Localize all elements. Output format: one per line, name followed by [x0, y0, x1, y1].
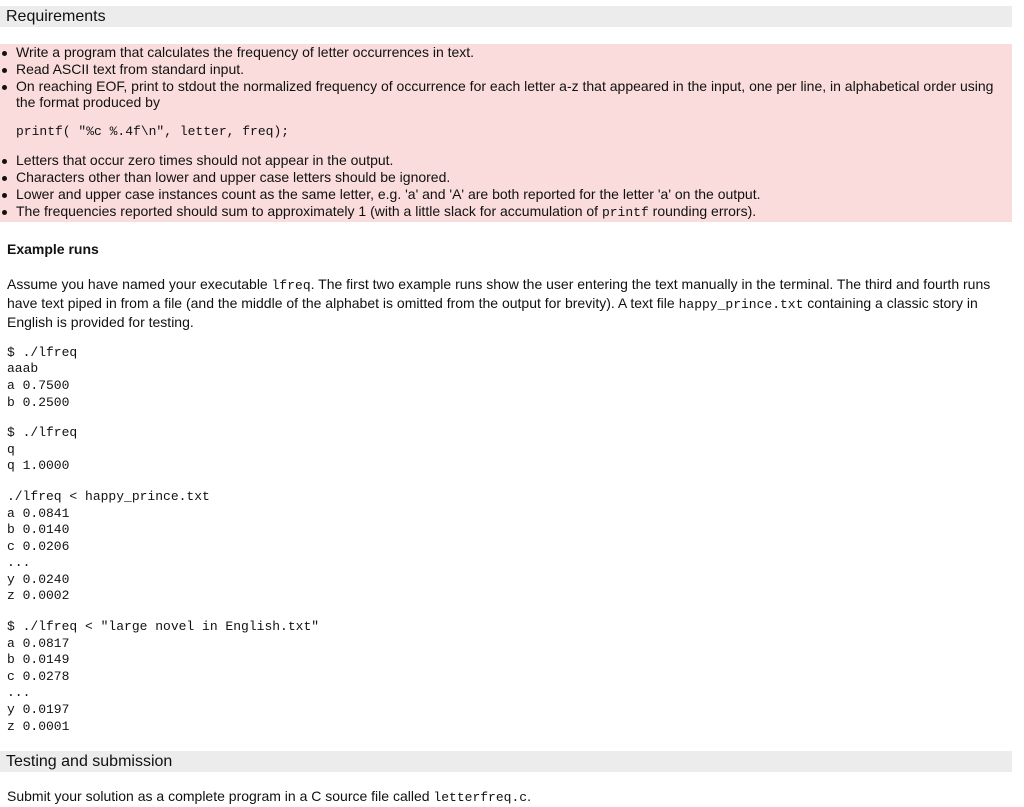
- submission-instructions: [0, 788, 1012, 807]
- terminal-line: c 0.0278: [7, 668, 70, 684]
- terminal-line: q: [7, 441, 15, 457]
- inline-code: printf: [601, 204, 649, 220]
- terminal-line: z 0.0001: [7, 718, 70, 734]
- testing-heading: Testing and submission: [0, 751, 1012, 772]
- terminal-line: $ ./lfreq: [7, 425, 78, 441]
- requirements-list-continued: [0, 152, 1012, 221]
- example-run-1: [0, 345, 1012, 411]
- intro-text: . The first two example runs show the user entering the text manually in the terminal. The third and fourth runs have text piped in from a file (and the middle of the alphabet is omitted from the output for brevity). A text file: [7, 276, 991, 312]
- example-runs-heading: Example runs: [7, 241, 99, 258]
- submission-text: Submit your solution as a complete program in a C source file called: [7, 788, 434, 805]
- inline-code: lfreq: [271, 278, 311, 294]
- requirements-block: [0, 44, 1012, 222]
- terminal-line: y 0.0240: [7, 571, 70, 587]
- terminal-line: y 0.0197: [7, 702, 70, 718]
- submission-text: .: [527, 788, 531, 805]
- terminal-line: aaab: [7, 361, 39, 377]
- example-run-2: [0, 425, 1012, 475]
- terminal-line: a 0.0817: [7, 635, 70, 651]
- requirement-text: rounding errors).: [648, 202, 757, 219]
- terminal-line: b 0.0140: [7, 522, 70, 538]
- terminal-line: q 1.0000: [7, 458, 70, 474]
- requirement-item: Lower and upper case instances count as the same letter, e.g. 'a' and 'A' are both reported for the letter 'a' on the output.: [0, 186, 1012, 203]
- terminal-line: c 0.0206: [7, 538, 70, 554]
- terminal-line: z 0.0002: [7, 588, 70, 604]
- printf-format-code: printf( "%c %.4f\n", letter, freq);: [16, 124, 290, 140]
- example-run-4: [0, 619, 1012, 735]
- example-run-3: [0, 489, 1012, 605]
- requirement-item: Write a program that calculates the frequency of letter occurrences in text.: [0, 44, 1012, 61]
- inline-code: happy_prince.txt: [678, 297, 804, 313]
- requirements-list: [0, 44, 1012, 111]
- requirement-item: On reaching EOF, print to stdout the normalized frequency of occurrence for each letter a-z that appeared in the input, one per line, in alphabetical order using the format produced by: [0, 78, 1012, 112]
- requirements-heading: Requirements: [0, 6, 1012, 27]
- requirement-item: Characters other than lower and upper case letters should be ignored.: [0, 169, 1012, 186]
- terminal-line: a 0.7500: [7, 377, 70, 393]
- inline-code: letterfreq.c: [433, 790, 528, 806]
- terminal-line: ...: [7, 685, 31, 701]
- intro-text: containing a classic story in English is provided for testing.: [7, 295, 978, 330]
- requirement-item: [0, 203, 1012, 222]
- requirement-item: Letters that occur zero times should not appear in the output.: [0, 152, 1012, 169]
- terminal-line: $ ./lfreq: [7, 344, 78, 360]
- terminal-line: ./lfreq < happy_prince.txt: [7, 488, 210, 504]
- requirement-item: Read ASCII text from standard input.: [0, 61, 1012, 78]
- example-runs-intro: [0, 276, 1012, 330]
- terminal-line: b 0.2500: [7, 394, 70, 410]
- intro-text: Assume you have named your executable: [7, 276, 272, 293]
- terminal-line: b 0.0149: [7, 652, 70, 668]
- requirement-text: The frequencies reported should sum to approximately 1 (with a little slack for accumulation of: [16, 202, 602, 219]
- terminal-line: ...: [7, 555, 31, 571]
- terminal-line: a 0.0841: [7, 505, 70, 521]
- terminal-line: $ ./lfreq < "large novel in English.txt": [7, 619, 320, 635]
